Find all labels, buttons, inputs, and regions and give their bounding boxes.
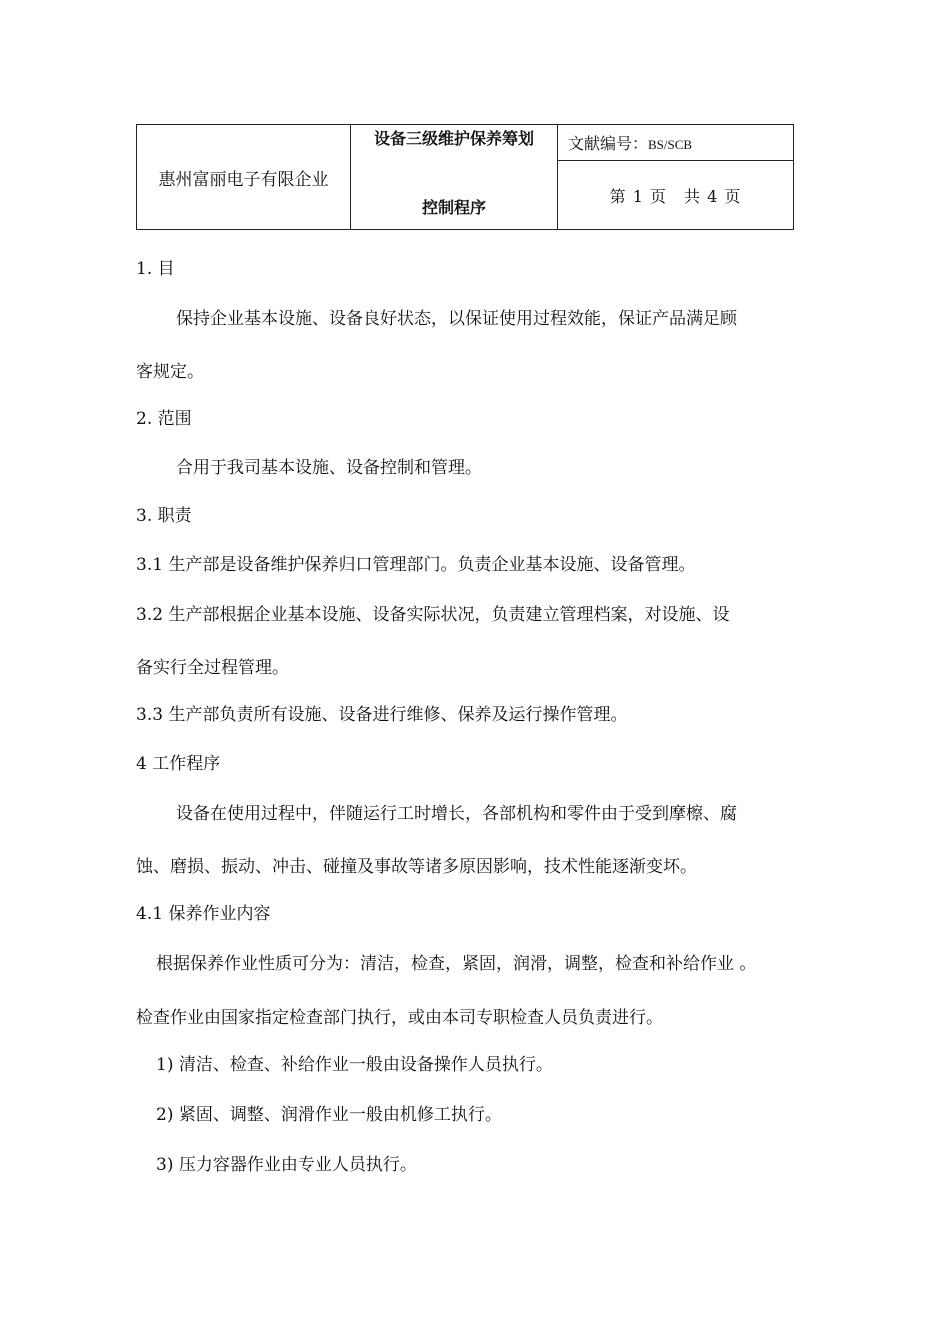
paragraph-line: 保持企业基本设施、设备良好状态，以保证使用过程效能，保证产品满足顾 <box>176 309 737 329</box>
paragraph-line: 客规定。 <box>136 362 204 382</box>
document-number <box>558 125 794 161</box>
list-item: 2) 紧固、调整、润滑作业一般由机修工执行。 <box>156 1105 502 1125</box>
document-number-value: BS/SCB <box>648 137 693 152</box>
document-title <box>351 125 558 230</box>
paragraph-line: 3.3 生产部负责所有设施、设备进行维修、保养及运行操作管理。 <box>136 705 628 725</box>
paragraph-line: 3.2 生产部根据企业基本设施、设备实际状况，负责建立管理档案，对设施、设 <box>136 605 730 625</box>
section-heading: 3. 职责 <box>136 506 192 526</box>
document-title-line1: 设备三级维护保养筹划 <box>373 129 534 148</box>
paragraph-line: 备实行全过程管理。 <box>136 658 289 678</box>
paragraph-line: 蚀、磨损、振动、冲击、碰撞及事故等诸多原因影响，技术性能逐渐变坏。 <box>136 857 697 877</box>
section-heading: 2. 范围 <box>136 409 192 429</box>
page-info: 第 1 页 共 4 页 <box>558 161 794 230</box>
section-heading: 4 工作程序 <box>136 754 221 774</box>
company-name: 惠州富丽电子有限企业 <box>137 125 351 230</box>
paragraph-line: 设备在使用过程中，伴随运行工时增长，各部机构和零件由于受到摩檫、腐 <box>176 804 737 824</box>
section-heading: 1. 目 <box>136 259 175 279</box>
paragraph-line: 检查作业由国家指定检查部门执行，或由本司专职检查人员负责进行。 <box>136 1008 663 1028</box>
paragraph-line: 合用于我司基本设施、设备控制和管理。 <box>176 458 482 478</box>
list-item: 1) 清洁、检查、补给作业一般由设备操作人员执行。 <box>156 1055 553 1075</box>
document-title-line2: 控制程序 <box>421 198 486 217</box>
header-table <box>136 124 794 230</box>
document-number-label: 文献编号： <box>568 134 649 153</box>
section-heading: 4.1 保养作业内容 <box>136 904 271 924</box>
paragraph-line: 3.1 生产部是设备维护保养归口管理部门。负责企业基本设施、设备管理。 <box>136 555 696 575</box>
paragraph-line: 根据保养作业性质可分为：清洁，检查，紧固，润滑，调整，检查和补给作业 。 <box>156 954 757 974</box>
list-item: 3) 压力容器作业由专业人员执行。 <box>156 1155 417 1175</box>
